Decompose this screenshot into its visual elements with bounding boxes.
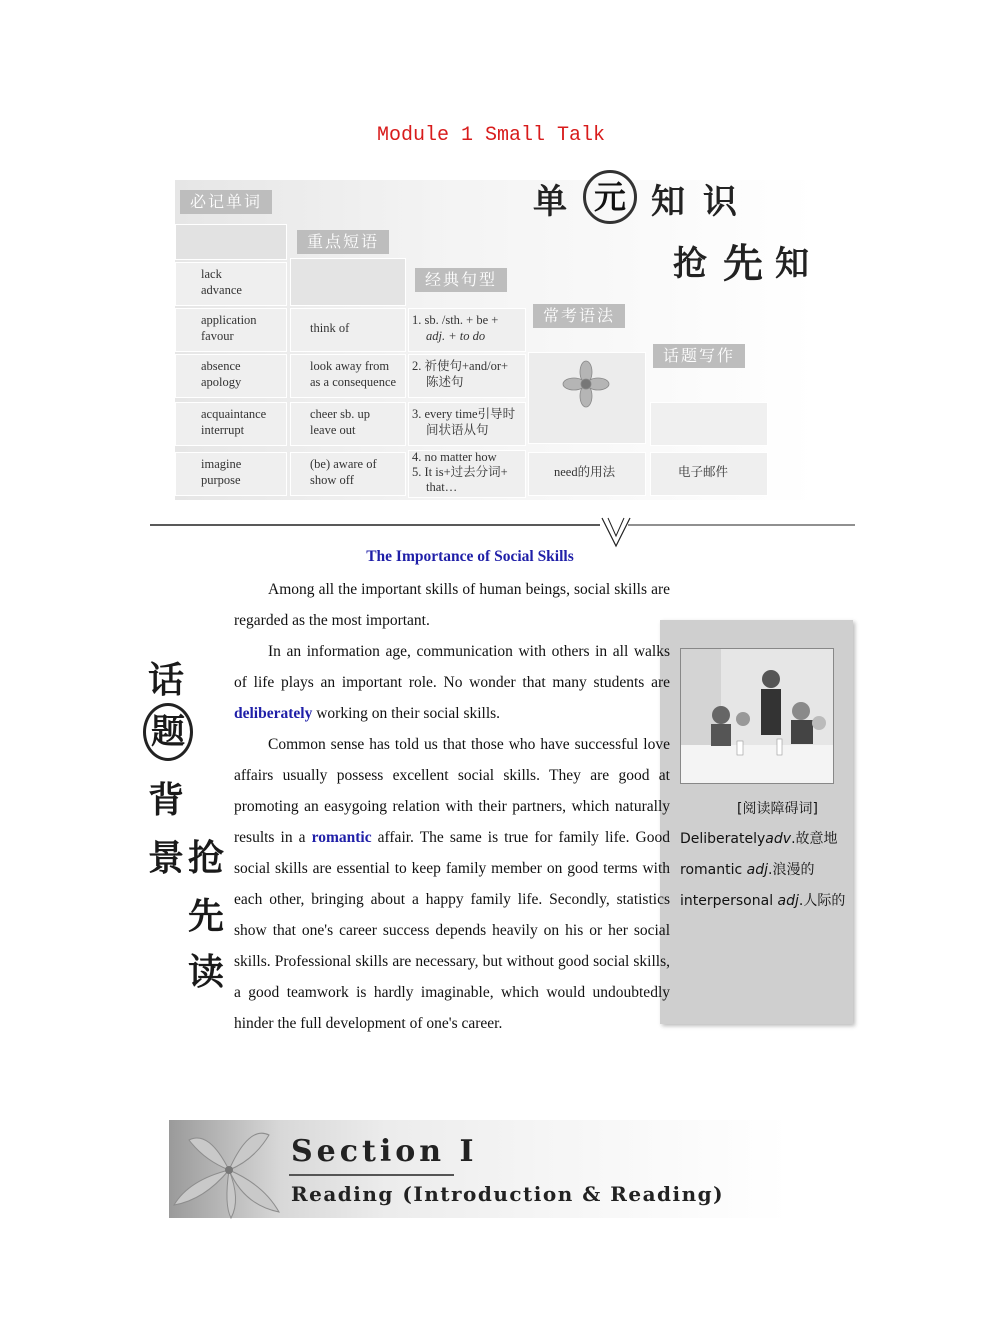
- party-photo-image: [681, 649, 833, 783]
- section-title: Section I: [291, 1134, 478, 1169]
- phrase: look away from: [310, 359, 390, 373]
- side-title-char: 读: [188, 952, 225, 993]
- phrase-cell: [290, 308, 406, 352]
- overview-title-char: 先: [723, 240, 763, 287]
- vocab-entry: [680, 890, 845, 910]
- vocab-pos: adj: [777, 893, 799, 909]
- paragraph: [234, 729, 670, 1039]
- header-words: 必记单词: [180, 190, 272, 214]
- side-title-char: 话: [148, 660, 185, 701]
- paragraph-text: Common sense has told us that those who have successful love affairs usually possess excellent social skills. They are good at promoting an easygoing relation with their partners, which naturally results in a: [234, 736, 670, 846]
- sentence-pattern: 间状语从句: [426, 423, 489, 437]
- overview-title-char: 知: [651, 182, 685, 222]
- keyword: romantic: [311, 829, 372, 846]
- side-title-char: 景: [148, 838, 185, 879]
- phrase-cell: [290, 354, 406, 398]
- vocab-word: Deliberately: [680, 831, 766, 847]
- section-banner: [169, 1120, 789, 1218]
- sentence-pattern: 陈述句: [426, 375, 464, 389]
- overview-title-char: 抢: [673, 244, 707, 284]
- paragraph-text: In an information age, communication with others in all walks of life plays an important role. No wonder that many students are: [234, 643, 670, 691]
- overview-title-circle: [583, 170, 637, 224]
- phrase: think of: [310, 321, 350, 335]
- unit-overview-graphic: [175, 180, 815, 500]
- paragraph-text: working on their social skills.: [312, 705, 501, 722]
- vocab-word: interpersonal: [680, 893, 778, 909]
- grammar-cell: [528, 452, 646, 496]
- writing-topic: 电子邮件: [678, 465, 729, 479]
- vocab-meaning: .浪漫的: [768, 862, 815, 878]
- vocab-pos: adv: [765, 831, 792, 847]
- sentence-pattern: 3. every time引导时: [412, 407, 516, 421]
- sentence-pattern: 4. no matter how: [412, 450, 497, 464]
- party-photo: [680, 648, 834, 784]
- vocab-entry: [680, 859, 814, 879]
- flower-icon: [562, 360, 610, 408]
- article-body: [234, 574, 671, 1032]
- word: advance: [201, 283, 242, 297]
- word-cell: [175, 402, 287, 446]
- side-title-char: 先: [188, 896, 225, 937]
- word: interrupt: [201, 423, 245, 437]
- header-grammar: 常考语法: [533, 304, 625, 328]
- word: favour: [201, 329, 234, 343]
- phrase: as a consequence: [310, 375, 397, 389]
- section-subtitle: Reading (Introduction & Reading): [291, 1182, 725, 1206]
- word-cell: [175, 308, 287, 352]
- grammar-photo-cell: [528, 352, 646, 444]
- sentence-pattern: that…: [426, 480, 458, 494]
- lily-icon: [169, 1120, 289, 1218]
- word-cell: [175, 452, 287, 496]
- vocab-entry: [680, 828, 838, 848]
- header-sentences: 经典句型: [415, 268, 507, 292]
- keyword: deliberately: [234, 705, 313, 722]
- side-title-char: 题: [151, 712, 185, 752]
- paragraph-text: affair. The same is true for family life. Good social skills are essential to keep family member on good terms with each other, bringing about a happy family life. Secondly, statistics show that one's career success depends heavily on his or her social skills. Professional skills are necessary, but without good social skills, a good teamwork is hardly imaginable, which would undoubtedly hinder the full development of one's career.: [234, 829, 671, 1032]
- vocab-meaning: .故意地: [791, 831, 838, 847]
- phrase-cell: [290, 452, 406, 496]
- sentence-pattern: 2. 祈使句+and/or+: [412, 359, 509, 373]
- sentence-cell: [408, 308, 526, 352]
- phrases-photo-cell: [290, 258, 406, 306]
- word: imagine: [201, 457, 242, 471]
- phrase: leave out: [310, 423, 356, 437]
- writing-photo-cell: [650, 402, 768, 446]
- side-title-char: 背: [148, 780, 185, 821]
- word: application: [201, 313, 257, 327]
- section-divider: [150, 520, 855, 550]
- overview-title-char: 单: [533, 182, 567, 222]
- word-cell: [175, 354, 287, 398]
- phrase-cell: [290, 402, 406, 446]
- paragraph: [234, 636, 670, 729]
- section-rule: [289, 1174, 454, 1176]
- vocab-pos: adj: [746, 862, 768, 878]
- phrase: cheer sb. up: [310, 407, 371, 421]
- article-title: The Importance of Social Skills: [366, 548, 574, 565]
- phrase: show off: [310, 473, 354, 487]
- side-title-circle: [143, 703, 193, 761]
- word: apology: [201, 375, 242, 389]
- word: purpose: [201, 473, 241, 487]
- sentence-pattern: adj. + to do: [426, 329, 486, 343]
- sentence-cell: [408, 450, 526, 498]
- grammar-item: need的用法: [554, 465, 616, 479]
- sentence-cell: [408, 354, 526, 398]
- word: acquaintance: [201, 407, 267, 421]
- side-title-char: 抢: [188, 838, 225, 879]
- header-writing: 话题写作: [653, 344, 745, 368]
- vocab-meaning: .人际的: [798, 893, 846, 909]
- word-cell: [175, 262, 287, 306]
- paragraph: Among all the important skills of human beings, social skills are regarded as the most important.: [234, 581, 670, 629]
- module-title: Module 1 Small Talk: [376, 124, 606, 147]
- vocab-label: [阅读障碍词]: [737, 801, 818, 817]
- phrase: (be) aware of: [310, 457, 377, 471]
- writing-cell: [650, 452, 768, 496]
- word: lack: [201, 267, 222, 281]
- sentence-cell: [408, 402, 526, 446]
- words-photo-cell: [175, 224, 287, 260]
- header-phrases: 重点短语: [297, 230, 389, 254]
- overview-title-char: 知: [775, 244, 809, 284]
- sentence-pattern: 1. sb. /sth. + be +: [412, 313, 499, 327]
- sentence-pattern: 5. It is+过去分词+: [412, 465, 508, 479]
- word: absence: [201, 359, 241, 373]
- vocab-word: romantic: [680, 862, 747, 878]
- overview-title-char: 元: [593, 179, 626, 215]
- overview-title-char: 识: [703, 182, 737, 222]
